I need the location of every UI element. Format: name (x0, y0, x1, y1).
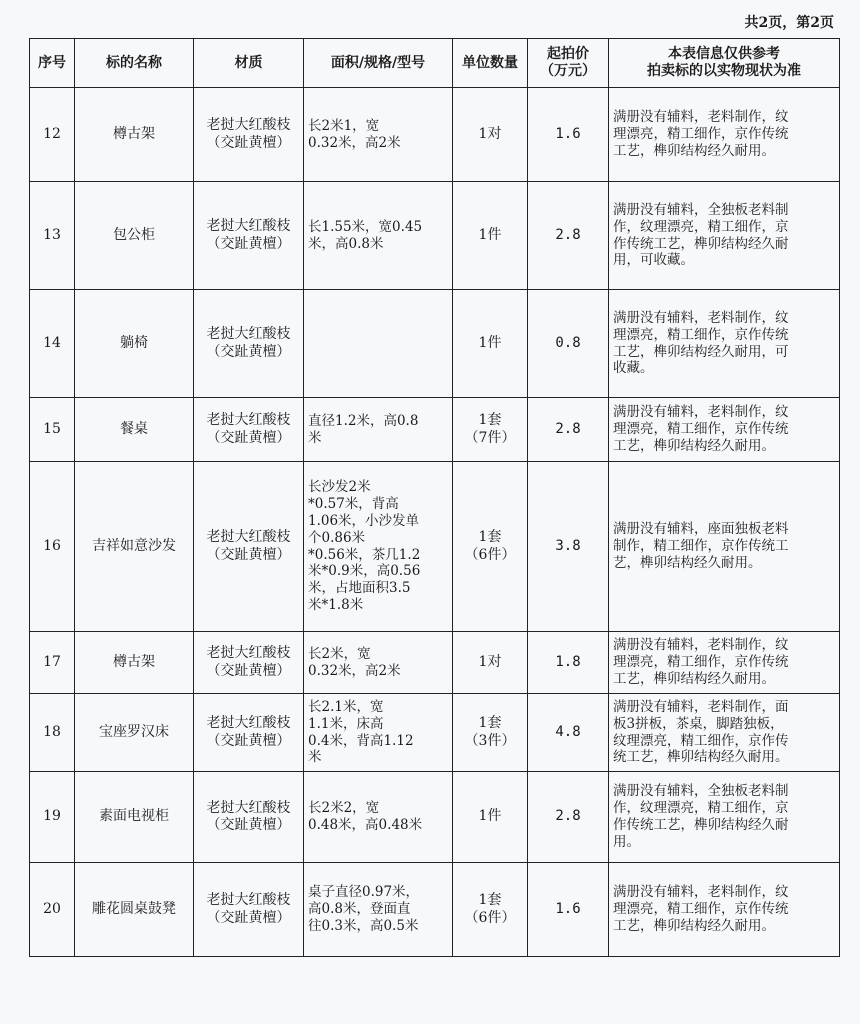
cell-size-line: 米 (308, 749, 322, 766)
cell-material (194, 694, 304, 772)
cell-material-line: 老挝大红酸枝 (206, 412, 291, 428)
cell-item-name (75, 863, 194, 957)
cell-size (304, 772, 453, 863)
cell-note-line: 用。 (613, 833, 640, 850)
cell-note-line: 制作，精工细作，京作传统工 (613, 538, 789, 555)
cell-note (609, 290, 840, 398)
cell-note (609, 863, 840, 957)
cell-seq (30, 863, 75, 957)
cell-note-line: 艺，榫卯结构经久耐用。 (613, 554, 762, 571)
cell-size (304, 694, 453, 772)
cell-size-line: 米，高0.8米 (308, 235, 384, 252)
cell-size-line: 长1.55米，宽0.45 (308, 218, 423, 235)
cell-size-line: 0.32米，高2米 (308, 134, 401, 151)
cell-seq-text: 19 (43, 808, 61, 825)
header-size: 面积/规格/型号 (304, 39, 453, 88)
table-row (30, 182, 840, 290)
cell-size-line: 米，占地面积3.5 (308, 580, 411, 597)
cell-note-line: 工艺，榫卯结构经久耐用。 (613, 142, 775, 159)
cell-size (304, 863, 453, 957)
cell-seq-text: 14 (43, 334, 61, 351)
cell-qty (453, 182, 528, 290)
cell-size-line: 0.4米，背高1.12 (308, 732, 414, 749)
cell-size-line: *0.56米，茶几1.2 (308, 546, 421, 563)
cell-material-line: 老挝大红酸枝 (206, 892, 291, 908)
cell-note-line: 理漂亮，精工细作，京作传统 (613, 326, 789, 343)
header-price (528, 39, 609, 88)
cell-qty-line: （3件） (464, 732, 516, 749)
cell-note-line: 理漂亮，精工细作，京作传统 (613, 421, 789, 438)
header-price-line1: 起拍价 (547, 46, 589, 63)
cell-material (194, 290, 304, 398)
cell-size-line: 0.32米，高2米 (308, 662, 401, 679)
cell-material-line: 老挝大红酸枝 (206, 326, 291, 342)
cell-item-name (75, 290, 194, 398)
cell-qty (453, 462, 528, 632)
cell-price-text: 1.6 (555, 900, 581, 917)
cell-item-name (75, 182, 194, 290)
cell-material-line: （交趾黄檀） (206, 662, 291, 679)
table-row (30, 88, 840, 182)
cell-seq (30, 694, 75, 772)
cell-qty (453, 398, 528, 462)
header-name: 标的名称 (75, 39, 194, 88)
table-row (30, 398, 840, 462)
cell-note (609, 398, 840, 462)
cell-size-line: 往0.3米，高0.5米 (308, 917, 419, 934)
cell-note-line: 满册没有辅料，全独板老料制 (613, 201, 789, 218)
cell-qty-line: 1对 (478, 653, 502, 670)
cell-size-line: 高0.8米，登面直 (308, 901, 411, 918)
page-indicator: 共2页，第2页 (744, 15, 834, 31)
cell-note-line: 满册没有辅料，老料制作，面 (613, 698, 789, 715)
cell-item-name-text: 包公柜 (113, 226, 155, 243)
header-material: 材质 (194, 39, 304, 88)
cell-price (528, 182, 609, 290)
table-row (30, 290, 840, 398)
cell-item-name (75, 88, 194, 182)
cell-qty-line: （6件） (464, 909, 516, 926)
cell-material-line: （交趾黄檀） (206, 732, 291, 749)
cell-note-line: 满册没有辅料，老料制作，纹 (613, 884, 789, 901)
cell-price-text: 2.8 (555, 226, 581, 243)
cell-price (528, 462, 609, 632)
cell-qty-line: 1套 (478, 529, 502, 545)
header-seq: 序号 (30, 39, 75, 88)
cell-note-line: 理漂亮，精工细作，京作传统 (613, 901, 789, 918)
cell-item-name (75, 772, 194, 863)
cell-seq-text: 20 (43, 900, 61, 917)
cell-size-line: 米*0.9米，高0.56 (308, 563, 421, 580)
cell-qty (453, 772, 528, 863)
cell-material (194, 632, 304, 694)
cell-size (304, 290, 453, 398)
cell-qty (453, 632, 528, 694)
cell-item-name (75, 398, 194, 462)
table-row (30, 632, 840, 694)
cell-price (528, 694, 609, 772)
cell-price (528, 632, 609, 694)
cell-seq (30, 398, 75, 462)
cell-material (194, 182, 304, 290)
cell-size-line: 长2米2，宽 (308, 800, 380, 817)
cell-note (609, 772, 840, 863)
cell-price (528, 290, 609, 398)
cell-price-text: 2.8 (555, 808, 581, 825)
cell-qty (453, 290, 528, 398)
cell-seq-text: 13 (43, 226, 61, 243)
cell-material-line: （交趾黄檀） (206, 343, 291, 360)
cell-seq-text: 15 (43, 420, 61, 437)
cell-price (528, 772, 609, 863)
cell-note-line: 理漂亮，精工细作，京作传统 (613, 654, 789, 671)
cell-material (194, 863, 304, 957)
cell-size (304, 398, 453, 462)
table-row (30, 462, 840, 632)
cell-item-name-text: 素面电视柜 (99, 808, 169, 825)
cell-note (609, 462, 840, 632)
cell-size-line: 长2米1，宽 (308, 117, 380, 134)
cell-seq (30, 462, 75, 632)
cell-material (194, 88, 304, 182)
cell-material-line: （交趾黄檀） (206, 235, 291, 252)
cell-note-line: 满册没有辅料，全独板老料制 (613, 783, 789, 800)
cell-note-line: 统工艺，榫卯结构经久耐用。 (613, 749, 789, 766)
cell-note-line: 工艺，榫卯结构经久耐用。 (613, 917, 775, 934)
header-price-line2: （万元） (540, 63, 596, 79)
cell-price (528, 863, 609, 957)
header-qty: 单位数量 (453, 39, 528, 88)
cell-item-name-text: 樽古架 (113, 125, 155, 142)
cell-qty-line: 1件 (478, 808, 502, 825)
cell-seq (30, 182, 75, 290)
cell-size-line: 1.1米，床高 (308, 715, 384, 732)
cell-item-name-text: 躺椅 (120, 334, 148, 351)
cell-seq-text: 12 (43, 125, 61, 142)
cell-item-name (75, 462, 194, 632)
cell-size (304, 88, 453, 182)
cell-item-name (75, 694, 194, 772)
cell-size-line: 直径1.2米，高0.8 (308, 412, 419, 429)
cell-size-line: 长2.1米，宽 (308, 698, 384, 715)
cell-item-name-text: 宝座罗汉床 (99, 723, 169, 740)
cell-note-line: 作，纹理漂亮，精工细作，京 (613, 218, 789, 235)
cell-note-line: 满册没有辅料，座面独板老料 (613, 521, 789, 538)
cell-qty (453, 863, 528, 957)
cell-seq-text: 17 (43, 653, 61, 670)
cell-size-line: 1.06米，小沙发单 (308, 512, 420, 529)
cell-note-line: 满册没有辅料，老料制作，纹 (613, 309, 789, 326)
cell-note-line: 满册没有辅料，老料制作，纹 (613, 109, 789, 126)
cell-note-line: 理漂亮，精工细作，京作传统 (613, 126, 789, 143)
cell-note (609, 88, 840, 182)
cell-qty-line: 1件 (478, 334, 502, 351)
cell-price (528, 88, 609, 182)
cell-qty-line: （6件） (464, 546, 516, 563)
cell-material-line: （交趾黄檀） (206, 817, 291, 833)
cell-size (304, 182, 453, 290)
cell-size-line: 桌子直径0.97米， (308, 884, 420, 901)
header-note-line1: 本表信息仅供参考 (668, 46, 780, 63)
cell-material-line: （交趾黄檀） (206, 546, 291, 563)
cell-qty-line: 1套 (478, 715, 502, 731)
cell-material-line: 老挝大红酸枝 (206, 799, 291, 816)
cell-size-line: 长2米，宽 (308, 645, 371, 662)
cell-size (304, 462, 453, 632)
cell-qty (453, 88, 528, 182)
cell-seq (30, 772, 75, 863)
table-header-row (30, 39, 840, 88)
cell-note-line: 工艺，榫卯结构经久耐用。 (613, 670, 775, 687)
header-note (609, 39, 840, 88)
cell-seq-text: 18 (43, 723, 61, 740)
cell-qty-line: 1件 (478, 226, 502, 243)
cell-qty-line: （7件） (464, 429, 516, 446)
cell-note (609, 182, 840, 290)
cell-note-line: 收藏。 (613, 360, 654, 377)
cell-note-line: 工艺，榫卯结构经久耐用。 (613, 437, 775, 454)
cell-size-line: 0.48米，高0.48米 (308, 817, 423, 833)
cell-note-line: 板3拼板，茶桌，脚踏独板， (613, 715, 784, 732)
cell-price-text: 1.8 (555, 653, 581, 670)
cell-price-text: 4.8 (555, 723, 581, 740)
cell-material-line: 老挝大红酸枝 (206, 645, 291, 661)
cell-note (609, 694, 840, 772)
cell-note-line: 作，纹理漂亮，精工细作，京 (613, 800, 789, 817)
cell-qty (453, 694, 528, 772)
cell-item-name-text: 樽古架 (113, 653, 155, 670)
cell-item-name-text: 吉祥如意沙发 (92, 537, 176, 554)
table-row (30, 694, 840, 772)
cell-material-line: 老挝大红酸枝 (206, 218, 291, 234)
cell-item-name (75, 632, 194, 694)
header-note-line2: 拍卖标的以实物现状为准 (647, 63, 801, 79)
cell-size-line: 长沙发2米 (308, 479, 371, 495)
cell-price-text: 1.6 (555, 125, 581, 142)
cell-note-line: 工艺，榫卯结构经久耐用，可 (613, 343, 789, 360)
cell-note-line: 作传统工艺，榫卯结构经久耐 (613, 817, 789, 833)
cell-material (194, 772, 304, 863)
table-row (30, 772, 840, 863)
cell-note-line: 满册没有辅料，老料制作，纹 (613, 404, 789, 421)
cell-size (304, 632, 453, 694)
cell-note-line: 作传统工艺，榫卯结构经久耐 (613, 235, 789, 252)
cell-item-name-text: 雕花圆桌鼓凳 (92, 900, 176, 917)
cell-note (609, 632, 840, 694)
cell-price-text: 3.8 (555, 537, 581, 554)
cell-note-line: 用，可收藏。 (613, 252, 694, 269)
cell-seq-text: 16 (43, 537, 61, 554)
cell-item-name-text: 餐桌 (120, 420, 148, 437)
cell-seq (30, 88, 75, 182)
cell-qty-line: 1套 (478, 412, 502, 428)
cell-price (528, 398, 609, 462)
cell-qty-line: 1对 (478, 125, 502, 142)
cell-material (194, 398, 304, 462)
cell-material (194, 462, 304, 632)
cell-size-line: 个0.86米 (308, 529, 366, 546)
cell-material-line: （交趾黄檀） (206, 909, 291, 926)
table-row (30, 863, 840, 957)
cell-material-line: 老挝大红酸枝 (206, 117, 291, 133)
cell-material-line: 老挝大红酸枝 (206, 529, 291, 545)
cell-note-line: 纹理漂亮，精工细作，京作传 (613, 732, 789, 749)
cell-note-line: 满册没有辅料，老料制作，纹 (613, 637, 789, 654)
auction-items-table (29, 38, 840, 957)
cell-seq (30, 632, 75, 694)
cell-size-line: 米 (308, 429, 322, 446)
cell-material-line: （交趾黄檀） (206, 134, 291, 151)
cell-material-line: （交趾黄檀） (206, 429, 291, 446)
cell-size-line: 米*1.8米 (308, 597, 364, 614)
cell-price-text: 0.8 (555, 334, 581, 351)
cell-qty-line: 1套 (478, 892, 502, 908)
cell-seq (30, 290, 75, 398)
cell-material-line: 老挝大红酸枝 (206, 715, 291, 731)
cell-price-text: 2.8 (555, 420, 581, 437)
cell-size-line: *0.57米，背高 (308, 495, 399, 512)
